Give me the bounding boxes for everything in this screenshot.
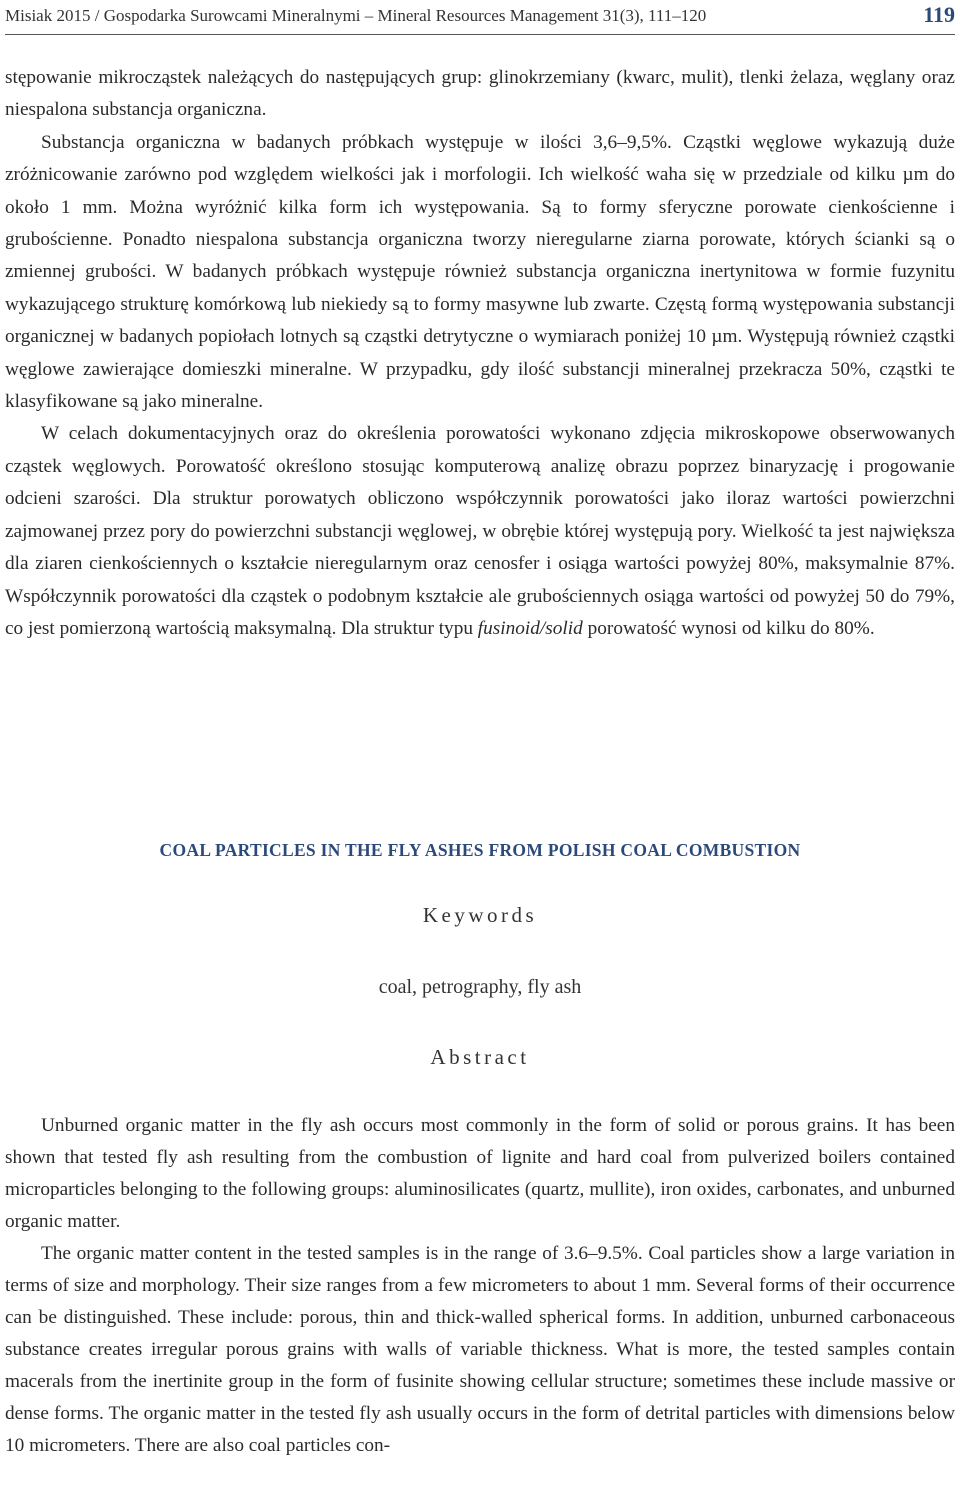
fusinoid-solid-term: fusinoid/solid — [477, 617, 583, 639]
abstract-paragraph-1: Unburned organic matter in the fly ash occurs most commonly in the form of solid or porous grains. It has been shown that tested fly ash resulting from the combustion of lignite and hard coal from pulverized boilers contained microparticles belonging to the following groups: aluminosilicates (quartz, mullite), iron oxides, carbonates, and unburned organic matter. — [5, 1115, 955, 1232]
paragraph-3-text-b: porowatość wynosi od kilku do 80%. — [582, 617, 875, 639]
page-header — [5, 0, 955, 35]
english-title: COAL PARTICLES IN THE FLY ASHES FROM POLISH COAL COMBUSTION — [159, 840, 801, 860]
abstract-body — [5, 1110, 955, 1462]
running-title: Misiak 2015 / Gospodarka Surowcami Mineralnymi – Mineral Resources Management 31(3), 111–120 — [5, 6, 707, 25]
keywords-heading: Keywords — [422, 903, 538, 927]
abstract-heading: Abstract — [430, 1045, 530, 1069]
keywords-list: coal, petrography, fly ash — [378, 976, 582, 998]
paragraph-1: stępowanie mikrocząstek należących do następujących grup: glinokrzemiany (kwarc, mulit), tlenki żelaza, węglany oraz niespalona substancja organiczna. — [5, 67, 955, 121]
abstract-paragraph-2: The organic matter content in the tested samples is in the range of 3.6–9.5%. Coal particles show a large variation in terms of size and morphology. Their size ranges from a few micrometers to about 1 mm. Several forms of their occurrence can be distinguished. These include: porous, thin and thick-walled spherical forms. In addition, unburned carbonaceous substance creates irregular porous grains with walls of variable thickness. What is more, the tested samples contain macerals from the inertinite group in the form of fusinite showing cellular structure; sometimes these include massive or dense forms. The organic matter in the tested fly ash usually occurs in the form of detrital particles with dimensions below 10 micrometers. There are also coal particles con- — [5, 1243, 955, 1456]
polish-body-text — [5, 62, 955, 645]
paragraph-2: Substancja organiczna w badanych próbkach występuje w ilości 3,6–9,5%. Cząstki węglowe wykazują duże zróżnicowanie zarówno pod względem wielkości jak i morfologii. Ich wielkość waha się w przedziale od kilku µm do około 1 mm. Można wyróżnić kilka form ich występowania. Są to formy sferyczne porowate cienkościenne i grubościenne. Ponadto niespalona substancja organiczna tworzy nieregularne ziarna porowate, których ścianki są o zmiennej grubości. W badanych próbkach występuje również substancja organiczna inertynitowa w formie fuzynitu wykazującego strukturę komórkową lub niekiedy są to formy masywne lub zwarte. Częstą formą występowania substancji organicznej w badanych popiołach lotnych są cząstki detrytyczne o wymiarach poniżej 10 µm. Występują również cząstki węglowe zawierające domieszki mineralne. W przypadku, gdy ilość substancji mineralnej przekracza 50%, cząstki te klasyfikowane są jako mineralne. — [5, 131, 955, 413]
paragraph-3 — [5, 418, 955, 645]
page-number: 119 — [923, 2, 955, 27]
paragraph-3-text-a: W celach dokumentacyjnych oraz do określenia porowatości wykonano zdjęcia mikroskopowe obserwowanych cząstek węglowych. Porowatość określono stosując komputerową analizę obrazu poprzez binaryzację i progowanie odcieni szarości. Dla struktur porowatych obliczono współczynnik porowatości jako iloraz wartości powierzchni zajmowanej przez pory do powierzchni substancji węglowej, w obrębie której występują pory. Wielkość ta jest największa dla ziaren cienkościennych o kształcie nieregularnym oraz cenosfer i osiąga wartości powyżej 80%, maksymalnie 87%. Współczynnik porowatości dla cząstek o podobnym kształcie ale grubościennych osiąga wartości od powyżej 50 do 79%, co jest pomierzoną wartością maksymalną. Dla struktur typu — [5, 423, 955, 639]
